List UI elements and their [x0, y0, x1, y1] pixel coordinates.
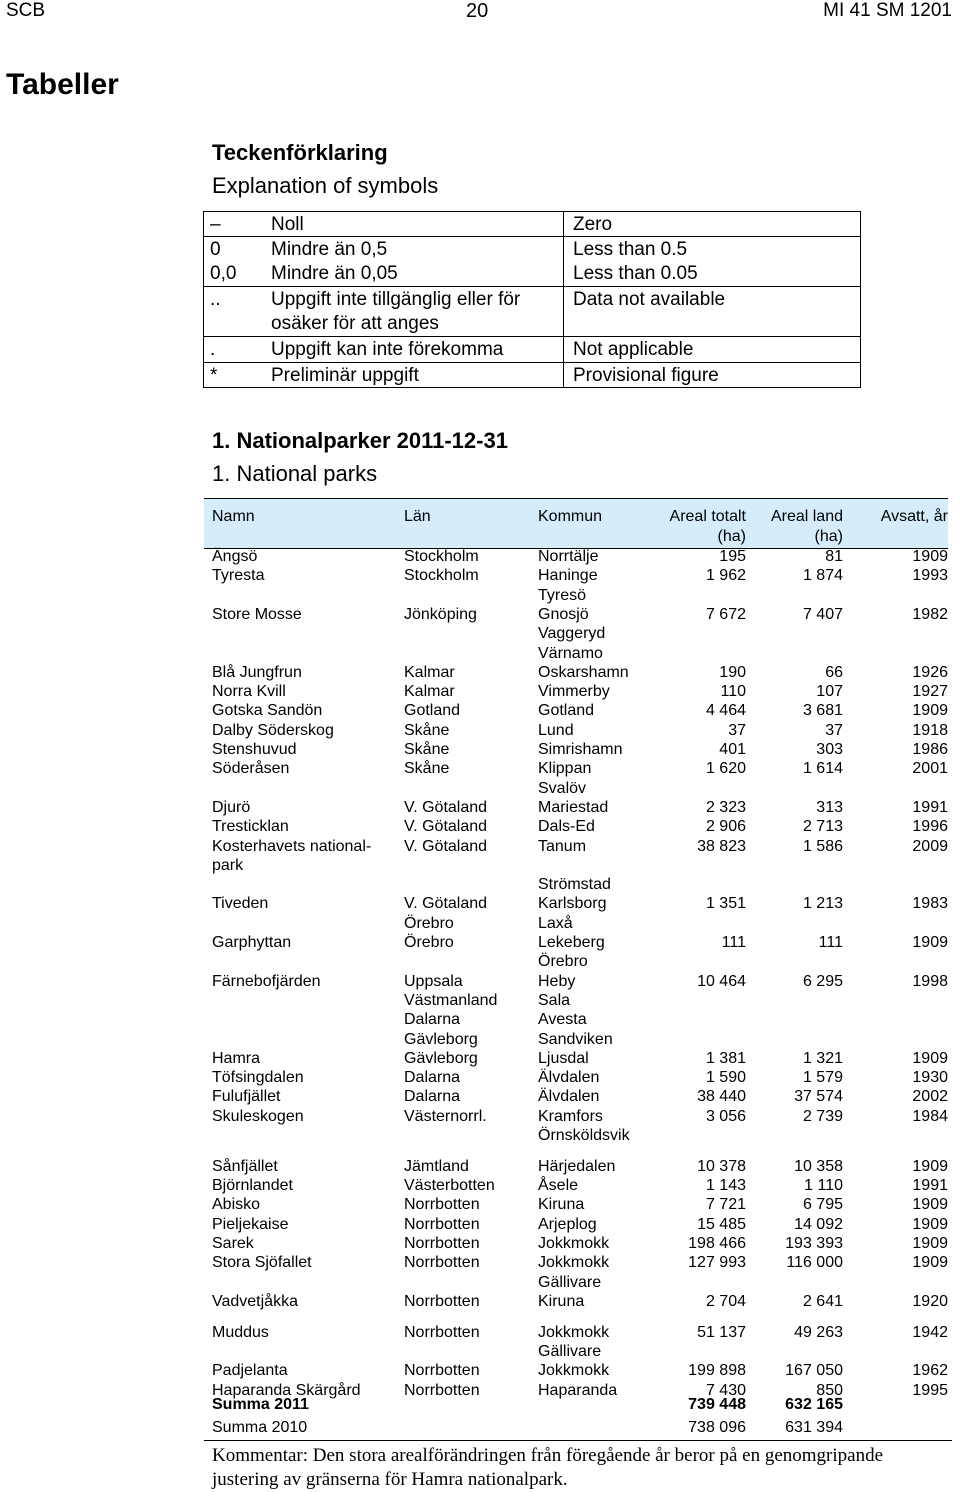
cell-avsatt: 1991: [912, 1177, 948, 1195]
cell-kommun: Klippan: [538, 760, 592, 778]
cell-lan: Gävleborg: [404, 1030, 478, 1048]
cell-lan: Västernorrl.: [404, 1107, 487, 1125]
cell-areal-land: 6 295: [802, 972, 843, 990]
cell-areal-land: 850: [816, 1381, 843, 1399]
legend-symbol: ..: [210, 289, 221, 310]
cell-areal-totalt: 7 672: [705, 605, 746, 623]
legend-symbol: 0: [210, 239, 221, 260]
cell-lan: Gävleborg: [404, 1049, 478, 1067]
legend-en: Not applicable: [573, 339, 694, 360]
legend-sv: Mindre än 0,5: [271, 239, 388, 260]
col-header-avsatt: Avsatt, år: [880, 508, 948, 525]
cell-areal-totalt: 127 993: [688, 1254, 746, 1272]
cell-areal-land: 1 579: [802, 1069, 843, 1087]
cell-areal-totalt: 7 721: [705, 1196, 746, 1214]
legend-sv-cont: osäker för att anges: [271, 313, 439, 334]
cell-namn: Store Mosse: [212, 605, 302, 623]
sum-areal-totalt: 739 448: [688, 1396, 746, 1413]
cell-kommun: Örnsköldsvik: [538, 1127, 630, 1144]
legend-en: Zero: [573, 214, 613, 235]
col-header-namn: Namn: [212, 508, 255, 525]
cell-lan: Skåne: [404, 741, 450, 758]
legend-title-en: Explanation of symbols: [212, 173, 439, 198]
cell-namn: Muddus: [212, 1323, 269, 1341]
cell-areal-land: 7 407: [802, 605, 843, 623]
cell-areal-totalt: 111: [721, 934, 746, 951]
legend-row-divider: [204, 286, 860, 287]
cell-kommun: Ljusdal: [538, 1049, 589, 1067]
cell-lan: Stockholm: [404, 567, 479, 585]
cell-kommun: Avesta: [538, 1011, 587, 1029]
cell-lan: Uppsala: [404, 972, 463, 990]
cell-avsatt: 1909: [912, 1157, 948, 1175]
cell-areal-totalt: 1 143: [705, 1177, 746, 1195]
cell-lan: Norrbotten: [404, 1362, 480, 1380]
cell-areal-land: 111: [818, 934, 843, 951]
cell-areal-totalt: 7 430: [705, 1381, 746, 1399]
cell-lan: V. Götaland: [404, 818, 488, 836]
cell-areal-totalt: 199 898: [688, 1362, 746, 1380]
cell-kommun: Strömstad: [538, 876, 611, 894]
cell-kommun: Simrishamn: [538, 741, 623, 758]
cell-areal-totalt: 195: [719, 548, 746, 565]
cell-namn: park: [212, 856, 244, 874]
cell-kommun: Heby: [538, 972, 576, 990]
cell-lan: Västerbotten: [404, 1177, 495, 1195]
cell-areal-totalt: 2 704: [705, 1292, 746, 1310]
cell-areal-land: 107: [816, 683, 843, 701]
cell-namn: Dalby Söderskog: [212, 721, 334, 739]
comment-rule: [204, 1440, 952, 1441]
cell-lan: Norrbotten: [404, 1323, 480, 1341]
cell-namn: Sarek: [212, 1235, 254, 1253]
cell-areal-totalt: 1 381: [705, 1049, 746, 1067]
legend-symbol: 0,0: [210, 263, 237, 284]
cell-avsatt: 1998: [912, 972, 948, 990]
cell-lan: Norrbotten: [404, 1254, 480, 1272]
cell-namn: Tresticklan: [212, 818, 289, 836]
cell-kommun: Arjeplog: [538, 1215, 597, 1233]
cell-lan: V. Götaland: [404, 895, 488, 913]
cell-namn: Pieljekaise: [212, 1215, 289, 1233]
cell-areal-totalt: 38 440: [697, 1088, 746, 1106]
page-number: 20: [466, 0, 489, 22]
cell-areal-land: 1 874: [802, 567, 843, 585]
legend-row-divider: [204, 336, 860, 337]
cell-namn: Garphyttan: [212, 934, 292, 951]
cell-namn: Töfsingdalen: [212, 1069, 304, 1087]
cell-namn: Vadvetjåkka: [212, 1292, 298, 1310]
cell-lan: Norrbotten: [404, 1292, 480, 1310]
cell-avsatt: 2009: [912, 837, 948, 855]
cell-kommun: Oskarshamn: [538, 663, 629, 681]
cell-namn: Norra Kvill: [212, 683, 286, 701]
cell-lan: Västmanland: [404, 991, 498, 1009]
cell-kommun: Jokkmokk: [538, 1235, 610, 1253]
cell-kommun: Jokkmokk: [538, 1362, 610, 1380]
cell-avsatt: 1909: [912, 1215, 948, 1233]
legend-en: Data not available: [573, 289, 726, 310]
cell-areal-land: 2 739: [802, 1107, 843, 1125]
cell-lan: Kalmar: [404, 663, 455, 681]
cell-namn: Kosterhavets national-: [212, 837, 372, 855]
cell-kommun: Sandviken: [538, 1030, 613, 1048]
cell-avsatt: 1909: [912, 1235, 948, 1253]
cell-kommun: Vimmerby: [538, 683, 610, 701]
cell-areal-totalt: 1 962: [705, 567, 746, 585]
cell-areal-land: 116 000: [786, 1254, 843, 1272]
cell-namn: Stenshuvud: [212, 741, 297, 758]
header-left: SCB: [6, 0, 46, 21]
legend-sv: Mindre än 0,05: [271, 263, 398, 284]
cell-areal-land: 1 321: [802, 1049, 843, 1067]
cell-areal-totalt: 1 351: [705, 895, 746, 913]
cell-avsatt: 1982: [912, 605, 948, 623]
sum-label: Summa 2010: [212, 1419, 308, 1436]
cell-avsatt: 1926: [912, 663, 948, 681]
section-title: Tabeller: [6, 68, 119, 101]
cell-avsatt: 1993: [912, 567, 948, 585]
cell-avsatt: 1996: [912, 818, 948, 836]
cell-kommun: Älvdalen: [538, 1088, 600, 1106]
cell-kommun: Gällivare: [538, 1343, 602, 1361]
cell-areal-land: 49 263: [794, 1323, 843, 1341]
cell-namn: Tyresta: [212, 567, 265, 585]
table-title-en: 1. National parks: [212, 461, 378, 486]
cell-namn: Haparanda Skärgård: [212, 1381, 361, 1399]
cell-namn: Björnlandet: [212, 1177, 293, 1195]
legend-symbol: –: [210, 214, 221, 235]
cell-areal-land: 1 110: [804, 1177, 843, 1195]
cell-areal-totalt: 4 464: [705, 702, 746, 720]
cell-kommun: Mariestad: [538, 798, 609, 816]
cell-areal-totalt: 10 378: [697, 1157, 746, 1175]
cell-areal-land: 193 393: [785, 1235, 843, 1253]
cell-namn: Gotska Sandön: [212, 702, 323, 720]
sum-areal-totalt: 738 096: [688, 1419, 746, 1436]
legend-sv: Uppgift kan inte förekomma: [271, 339, 504, 360]
cell-areal-land: 1 614: [802, 760, 843, 778]
cell-namn: Blå Jungfrun: [212, 663, 302, 681]
cell-areal-totalt: 198 466: [688, 1235, 746, 1253]
legend-row-divider: [204, 236, 860, 237]
cell-kommun: Gnosjö: [538, 605, 589, 623]
cell-kommun: Lekeberg: [538, 934, 605, 951]
cell-lan: Norrbotten: [404, 1381, 480, 1399]
cell-areal-totalt: 1 590: [705, 1069, 746, 1087]
cell-namn: Djurö: [212, 798, 251, 816]
cell-kommun: Gotland: [538, 702, 595, 720]
cell-avsatt: 1984: [912, 1107, 948, 1125]
cell-areal-land: 37 574: [794, 1088, 843, 1106]
table-title-sv: 1. Nationalparker 2011-12-31: [212, 428, 508, 453]
cell-areal-totalt: 401: [719, 741, 746, 758]
cell-kommun: Laxå: [538, 914, 573, 932]
col-header-kommun: Kommun: [538, 508, 603, 525]
sum-areal-land: 631 394: [785, 1419, 843, 1436]
legend-sv: Noll: [271, 214, 304, 235]
cell-avsatt: 1930: [912, 1069, 948, 1087]
cell-kommun: Dals-Ed: [538, 818, 595, 836]
cell-avsatt: 1918: [912, 721, 948, 739]
symbol-legend-table: [203, 211, 861, 388]
cell-kommun: Haninge: [538, 567, 598, 585]
cell-areal-land: 10 358: [794, 1157, 843, 1175]
cell-areal-land: 2 641: [802, 1292, 843, 1310]
legend-symbol: *: [210, 365, 218, 386]
cell-areal-land: 167 050: [785, 1362, 843, 1380]
cell-kommun: Kramfors: [538, 1107, 603, 1125]
cell-avsatt: 1991: [912, 798, 948, 816]
cell-lan: Dalarna: [404, 1011, 461, 1029]
cell-namn: Abisko: [212, 1196, 261, 1214]
cell-kommun: Åsele: [538, 1177, 579, 1195]
cell-lan: Örebro: [404, 914, 454, 932]
table-comment: Kommentar: Den stora arealförändringen från föregående år beror på en genomgripande justering av gränserna för Hamra nationalpark.: [212, 1445, 884, 1490]
cell-namn: Sånfjället: [212, 1157, 278, 1175]
legend-en: Provisional figure: [573, 365, 719, 386]
cell-namn: Söderåsen: [212, 760, 290, 778]
cell-avsatt: 2002: [912, 1088, 948, 1106]
cell-lan: Kalmar: [404, 683, 455, 701]
cell-lan: V. Götaland: [404, 837, 488, 855]
legend-sv: Preliminär uppgift: [271, 365, 419, 386]
cell-avsatt: 1909: [912, 934, 948, 951]
cell-lan: Stockholm: [404, 548, 479, 565]
sum-label: Summa 2011: [212, 1396, 309, 1413]
cell-kommun: Karlsborg: [538, 895, 607, 913]
cell-areal-totalt: 1 620: [705, 760, 746, 778]
cell-lan: Skåne: [404, 721, 450, 739]
cell-kommun: Haparanda: [538, 1381, 618, 1399]
cell-lan: Örebro: [404, 934, 454, 951]
cell-areal-land: 81: [825, 548, 843, 565]
cell-kommun: Jokkmokk: [538, 1254, 610, 1272]
cell-areal-land: 1 586: [802, 837, 843, 855]
cell-kommun: Norrtälje: [538, 548, 599, 565]
col-header-areal-land: Areal land: [770, 508, 843, 525]
cell-areal-totalt: 51 137: [697, 1323, 746, 1341]
cell-areal-land: 3 681: [802, 702, 843, 720]
cell-kommun: Härjedalen: [538, 1157, 616, 1175]
cell-kommun: Lund: [538, 721, 574, 739]
cell-avsatt: 1920: [912, 1292, 948, 1310]
col-header-lan: Län: [404, 508, 431, 525]
cell-lan: Dalarna: [404, 1069, 461, 1087]
cell-avsatt: 2001: [912, 760, 948, 778]
cell-lan: Jönköping: [404, 605, 477, 623]
cell-kommun: Vaggeryd: [538, 625, 606, 643]
cell-kommun: Sala: [538, 991, 571, 1009]
cell-avsatt: 1909: [912, 548, 948, 565]
cell-lan: Dalarna: [404, 1088, 461, 1106]
cell-kommun: Svalöv: [538, 779, 587, 797]
legend-symbol: .: [210, 339, 216, 360]
legend-en: Less than 0.05: [573, 263, 698, 284]
cell-areal-land: 37: [825, 721, 843, 739]
cell-areal-land: 66: [825, 663, 843, 681]
cell-areal-land: 303: [816, 741, 843, 758]
cell-avsatt: 1909: [912, 1254, 948, 1272]
cell-kommun: Tanum: [538, 837, 587, 855]
cell-lan: Gotland: [404, 702, 461, 720]
cell-namn: Färnebofjärden: [212, 972, 321, 990]
cell-avsatt: 1962: [912, 1362, 948, 1380]
cell-lan: Skåne: [404, 760, 450, 778]
cell-areal-totalt: 2 323: [705, 798, 746, 816]
cell-lan: V. Götaland: [404, 798, 488, 816]
legend-en: Less than 0.5: [573, 239, 688, 260]
cell-areal-totalt: 2 906: [705, 818, 746, 836]
cell-avsatt: 1995: [912, 1381, 948, 1399]
legend-row-divider: [204, 362, 860, 363]
header-right: MI 41 SM 1201: [823, 0, 952, 21]
legend-sv: Uppgift inte tillgänglig eller för: [271, 289, 521, 310]
cell-kommun: Värnamo: [538, 644, 603, 662]
cell-areal-totalt: 15 485: [697, 1215, 746, 1233]
legend-title-sv: Teckenförklaring: [212, 140, 388, 165]
cell-avsatt: 1983: [912, 895, 948, 913]
cell-areal-land: 14 092: [794, 1215, 843, 1233]
cell-avsatt: 1909: [912, 1196, 948, 1214]
cell-namn: Fulufjället: [212, 1088, 281, 1106]
cell-kommun: Älvdalen: [538, 1069, 600, 1087]
cell-avsatt: 1909: [912, 702, 948, 720]
legend-divider: [563, 212, 564, 387]
cell-lan: Norrbotten: [404, 1196, 480, 1214]
col-header-areal-land-unit: (ha): [814, 528, 843, 545]
sum-areal-land: 632 165: [785, 1396, 843, 1413]
cell-avsatt: 1927: [912, 683, 948, 701]
cell-lan: Norrbotten: [404, 1235, 480, 1253]
cell-areal-totalt: 37: [728, 721, 746, 739]
cell-areal-totalt: 38 823: [697, 837, 746, 855]
cell-kommun: Kiruna: [538, 1196, 585, 1214]
cell-kommun: Tyresö: [538, 586, 587, 604]
cell-lan: Jämtland: [404, 1157, 469, 1175]
cell-kommun: Jokkmokk: [538, 1323, 610, 1341]
col-header-areal-totalt-unit: (ha): [717, 528, 746, 545]
cell-namn: Skuleskogen: [212, 1107, 304, 1125]
cell-areal-totalt: 3 056: [705, 1107, 746, 1125]
cell-areal-land: 1 213: [802, 895, 843, 913]
cell-kommun: Kiruna: [538, 1292, 585, 1310]
cell-areal-totalt: 110: [720, 683, 746, 701]
cell-namn: Hamra: [212, 1049, 261, 1067]
cell-areal-land: 2 713: [802, 818, 843, 836]
cell-namn: Ängsö: [212, 548, 258, 565]
cell-avsatt: 1942: [912, 1323, 948, 1341]
cell-lan: Norrbotten: [404, 1215, 480, 1233]
col-header-areal-totalt: Areal totalt: [669, 508, 746, 525]
cell-avsatt: 1986: [912, 741, 948, 758]
cell-namn: Tiveden: [212, 895, 269, 913]
cell-areal-totalt: 190: [719, 663, 746, 681]
cell-kommun: Örebro: [538, 953, 588, 971]
cell-namn: Stora Sjöfallet: [212, 1254, 312, 1272]
cell-kommun: Gällivare: [538, 1273, 602, 1291]
cell-areal-totalt: 10 464: [697, 972, 746, 990]
cell-avsatt: 1909: [912, 1049, 948, 1067]
cell-areal-land: 6 795: [802, 1196, 843, 1214]
cell-namn: Padjelanta: [212, 1362, 288, 1380]
cell-areal-land: 313: [816, 798, 843, 816]
